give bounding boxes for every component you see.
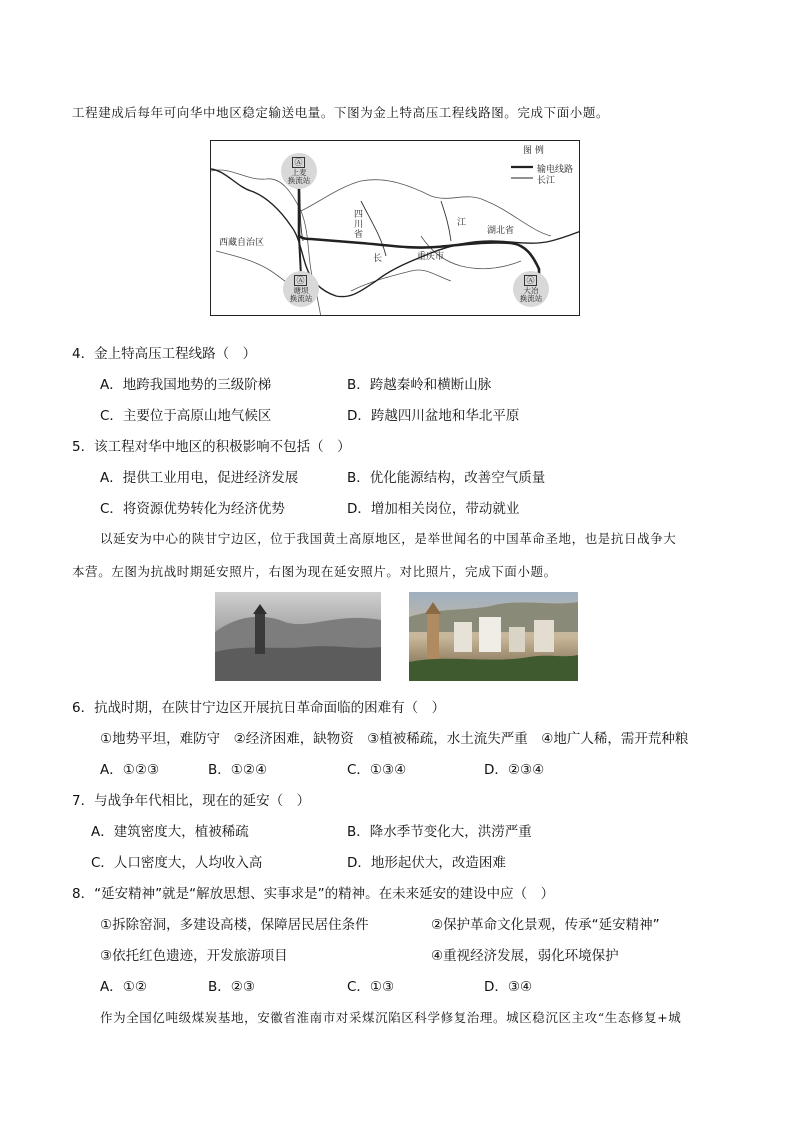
q5-option-d: D．增加相关岗位，带动就业: [347, 501, 520, 517]
station-type: 换流站: [519, 294, 543, 303]
q7-option-c: C．人口密度大，人均收入高: [91, 855, 263, 871]
intro-text-2-line-1: 以延安为中心的陕甘宁边区，位于我国黄土高原地区，是举世闻名的中国革命圣地，也是抗日战争大: [100, 531, 677, 546]
station-type: 换流站: [287, 176, 311, 185]
daye-station: [513, 271, 549, 307]
q7-option-a: A．建筑密度大，植被稀疏: [91, 824, 249, 840]
intro-text-1: 工程建成后每年可向华中地区稳定输送电量。下图为金上特高压工程线路图。完成下面小题。: [72, 105, 610, 120]
q5-option-a: A．提供工业用电，促进经济发展: [100, 470, 299, 486]
label-sichuan-2: 川: [354, 220, 364, 230]
q4-option-c: C．主要位于高原山地气候区: [100, 408, 272, 424]
question-6-stem: 6．抗战时期，在陕甘宁边区开展抗日革命面临的困难有（ ）: [72, 700, 446, 716]
station-type: 换流站: [289, 294, 313, 303]
station-name: 上麦: [291, 168, 307, 177]
shangmai-station: [281, 153, 317, 189]
label-jiang: 江: [457, 218, 467, 228]
intro-text-3: 作为全国亿吨级煤炭基地，安徽省淮南市对采煤沉陷区科学修复治理。城区稳沉区主攻“生态修复+城: [100, 1010, 682, 1025]
q8-option-a: A．①②: [100, 979, 147, 995]
label-chongqing: 重庆市: [417, 252, 445, 262]
q8-statement-3: ③依托红色遗迹，开发旅游项目: [100, 948, 288, 964]
q8-option-b: B．②③: [208, 979, 255, 995]
tower-icon: Ⓐ: [524, 275, 537, 286]
tower-icon: Ⓐ: [292, 157, 305, 168]
q4-option-a: A．地跨我国地势的三级阶梯: [100, 377, 272, 393]
q8-statement-2: ②保护革命文化景观，传承“延安精神”: [431, 917, 660, 933]
q8-option-c: C．①③: [347, 979, 395, 995]
station-name: 大冶: [523, 286, 539, 295]
q7-option-d: D．地形起伏大，改造困难: [347, 855, 506, 871]
q5-option-c: C．将资源优势转化为经济优势: [100, 501, 285, 517]
q6-statements: ①地势平坦，难防守 ②经济困难，缺物资 ③植被稀疏，水土流失严重 ④地广人稀，需开荒种粮: [100, 731, 689, 747]
q7-option-b: B．降水季节变化大，洪涝严重: [347, 824, 532, 840]
question-8-stem: 8．“延安精神”就是“解放思想、实事求是”的精神。在未来延安的建设中应（ ）: [72, 886, 555, 902]
label-chang: 长: [373, 254, 383, 264]
tangbei-station: [283, 271, 319, 307]
q8-statement-4: ④重视经济发展，弱化环境保护: [431, 948, 619, 964]
question-7-stem: 7．与战争年代相比，现在的延安（ ）: [72, 793, 311, 809]
legend-yangtze: 长江: [537, 176, 556, 186]
modern-photo-drawing: [409, 592, 578, 681]
label-sichuan-3: 省: [354, 230, 364, 240]
label-hubei: 湖北省: [487, 226, 515, 236]
wartime-yanan-photo: [215, 592, 381, 681]
station-name: 塘坝: [293, 286, 309, 295]
transmission-line-map: [210, 140, 580, 316]
q6-option-d: D．②③④: [484, 762, 545, 778]
q4-option-d: D．跨越四川盆地和华北平原: [347, 408, 520, 424]
q5-option-b: B．优化能源结构，改善空气质量: [347, 470, 546, 486]
q6-option-b: B．①②④: [208, 762, 268, 778]
label-tibet: 西藏自治区: [219, 238, 265, 248]
legend-title: 图 例: [523, 146, 544, 156]
wartime-photo-drawing: [215, 592, 381, 681]
q6-option-a: A．①②③: [100, 762, 160, 778]
question-4-stem: 4．金上特高压工程线路（ ）: [72, 346, 257, 362]
q8-statement-1: ①拆除窑洞，多建设高楼，保障居民居住条件: [100, 917, 369, 933]
q6-option-c: C．①③④: [347, 762, 407, 778]
q4-option-b: B．跨越秦岭和横断山脉: [347, 377, 492, 393]
tower-icon: Ⓐ: [294, 275, 307, 286]
legend-transmission-line: 输电线路: [537, 165, 574, 175]
label-sichuan-1: 四: [354, 210, 364, 220]
question-5-stem: 5．该工程对华中地区的积极影响不包括（ ）: [72, 439, 351, 455]
modern-yanan-photo: [409, 592, 578, 681]
intro-text-2-line-2: 本营。左图为抗战时期延安照片，右图为现在延安照片。对比照片，完成下面小题。: [72, 564, 557, 579]
q8-option-d: D．③④: [484, 979, 533, 995]
